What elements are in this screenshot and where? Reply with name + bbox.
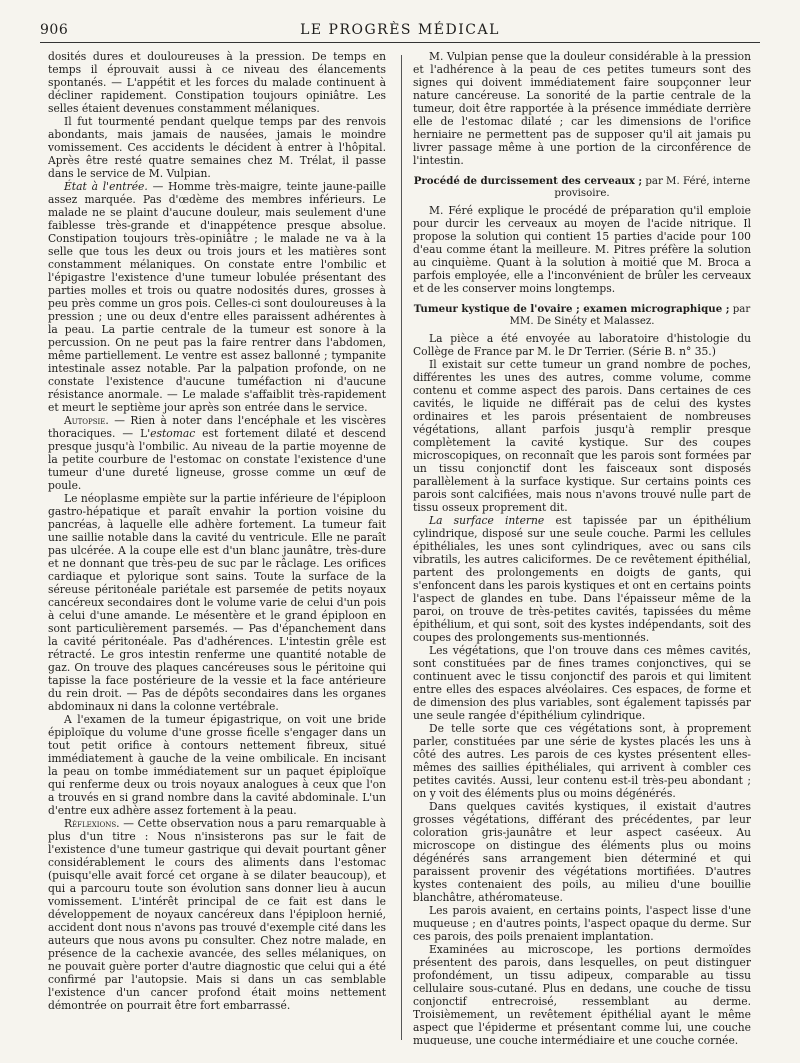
section-byline: par MM. De Sinéty et Malassez. xyxy=(509,304,751,327)
section-heading xyxy=(413,175,751,200)
left-column xyxy=(48,50,386,1045)
reflexions-label: Réflexions. xyxy=(64,817,120,830)
paragraph: La pièce a été envoyée au laboratoire d'histologie du Collège de France par M. le Dr Terrier. (Série B. n° 35.) xyxy=(413,332,751,358)
paragraph: Le néoplasme empiète sur la partie inférieure de l'épiploon gastro-hépatique et paraît envahir la portion voisine du pancréas, à laquelle elle adhère fortement. La tumeur fait une saillie notable dans la cavité du ventricule. Elle ne paraît pas ulcérée. A la coupe elle est d'un blanc jaunâtre, très-dure et ne donnant que très-peu de suc par le râclage. Les orifices cardiaque et pylorique sont sains. Toute la surface de la séreuse péritonéale pariétale est parsemée de petits noyaux cancéreux secondaires dont le volume varie de celui d'un pois à celui d'une amande. Le mésentère et le grand épiploon en sont particulièrement parsemés. — Pas d'épanchement dans la cavité péritonéale. Pas d'adhérences. L'intestin grêle est rétracté. Le gros intestin renferme une quantité notable de gaz. On trouve des plaques cancéreuses sous le péritoine qui tapisse la face postérieure de la vessie et la face antérieure du rein droit. — Pas de dépôts secondaires dans les organes abdominaux ni dans la colonne vertébrale. xyxy=(48,492,386,713)
paragraph: Les parois avaient, en certains points, l'aspect lisse d'une muqueuse ; en d'autres points, l'aspect opaque du derme. Sur ces parois, des poils prenaient implantation. xyxy=(413,904,751,943)
paragraph-text: — Homme très-maigre, teinte jaune-paille assez marquée. Pas d'œdème des membres inférieurs. Le malade ne se plaint d'aucune douleur, mais seulement d'une faiblesse très-grande et d'inappétence presque absolue. Constipation toujours très-opiniâtre ; le malade ne va à la selle que tous les deux ou trois jours et les matières sont constamment mélaniques. On constate entre l'ombilic et l'épigastre l'existence d'une tumeur lobulée présentant des parties molles et trois ou quatre nodosités dures, grosses à peu près comme un gros pois. Celles-ci sont douloureuses à la pression ; une ou deux d'entre elles paraissent adhérentes à la peau. La partie centrale de la tumeur est sonore à la percussion. On ne peut pas la faire rentrer dans l'abdomen, même partiellement. Le ventre est assez ballonné ; tympanite intestinale assez notable. Par la palpation profonde, on ne constate l'existence d'aucune tuméfaction ni d'aucune résistance anormale. — Le malade s'affaiblit très-rapidement et meurt le septième jour après son entrée dans le service. xyxy=(48,180,386,414)
autopsie-label: Autopsie. xyxy=(64,414,109,427)
page-header xyxy=(40,20,760,43)
paragraph: Il existait sur cette tumeur un grand nombre de poches, différentes les unes des autres, comme volume, comme contenu et comme aspect des parois. Dans certaines de ces cavités, le liquide ne différait pas de celui des kystes ordinaires et les parois présentaient de nombreuses végétations, allant parfois jusqu'à remplir presque complètement la cavité kystique. Sur des coupes microscopiques, on reconnaît que les parois sont formées par un tissu conjonctif dont les faisceaux sont disposés parallèlement à la surface kystique. Sur certains points ces parois sont calcifiées, mais nous n'avons trouvé nulle part de tissu osseux proprement dit. xyxy=(413,358,751,514)
paragraph: dosités dures et douloureuses à la pression. De temps en temps il éprouvait aussi à ce niveau des élancements spontanés. — L'appétit et les forces du malade continuent à décliner rapidement. Constipation toujours opiniâtre. Les selles étaient devenues constamment mélaniques. xyxy=(48,50,386,115)
paragraph: Les végétations, que l'on trouve dans ces mêmes cavités, sont constituées par de fines trames conjonctives, qui se continuent avec le tissu conjonctif des parois et qui limitent entre elles des espaces alvéolaires. Ces espaces, de forme et de dimension des plus variables, sont également tapissés par une seule rangée d'épithélium cylindrique. xyxy=(413,644,751,722)
right-column xyxy=(413,50,751,1045)
column-divider xyxy=(401,55,402,1040)
paragraph xyxy=(48,180,386,414)
etat-label: État à l'entrée. xyxy=(64,180,148,193)
estomac-word: estomac xyxy=(150,427,196,440)
paragraph: A l'examen de la tumeur épigastrique, on voit une bride épiploïque du volume d'une grosse ficelle s'engager dans un tout petit orifice à contours nettement fibreux, situé immédiatement à gauche de la veine ombilicale. En incisant la peau on tombe immédiatement sur un paquet épiploïque qui renferme deux ou trois noyaux analogues à ceux que l'on a trouvés en si grand nombre dans la cavité abdominale. L'un d'entre eux adhère assez fortement à la peau. xyxy=(48,713,386,817)
paragraph: De telle sorte que ces végétations sont, à proprement parler, constituées par une série de kystes placés les uns à côté des autres. Les parois de ces kystes présentent elles-mêmes des saillies épithéliales, qui arrivent à combler ces petites cavités. Aussi, leur contenu est-il très-peu abondant ; on y voit des éléments plus ou moins dégénérés. xyxy=(413,722,751,800)
paragraph: Il fut tourmenté pendant quelque temps par des renvois abondants, mais jamais de nausées, jamais le moindre vomissement. Ces accidents le décident à entrer à l'hôpital. Après être resté quatre semaines chez M. Trélat, il passe dans le service de M. Vulpian. xyxy=(48,115,386,180)
paragraph: Examinées au microscope, les portions dermoïdes présentent des parois, dans lesquelles, on peut distinguer profondément, un tissu adipeux, comparable au tissu cellulaire sous-cutané. Plus en dedans, une couche de tissu conjonctif entrecroisé, ressemblant au derme. Troisièmement, un revêtement épithélial ayant le même aspect que l'épiderme et présentant comme lui, une couche muqueuse, une couche intermédiaire et une couche cornée. xyxy=(413,943,751,1045)
paragraph-text: — Cette observation nous a paru remarquable à plus d'un titre : Nous n'insisterons pas sur le fait de l'existence d'une tumeur gastrique qui devait pourtant gêner considérablement le cours des aliments dans l'estomac (puisqu'elle avait forcé cet organe à se dilater beaucoup), et qui a parcouru toute son évolution sans donner lieu à aucun vomissement. L'intérêt principal de ce fait est dans le développement de noyaux cancéreux dans l'épiploon hernié, accident dont nous n'avons pas trouvé d'exemple cité dans les auteurs que nous avons pu consulter. Chez notre malade, en présence de la cachexie avancée, des selles mélaniques, on ne pouvait guère porter d'autre diagnostic que celui qui a été confirmé par l'autopsie. Mais si dans un cas semblable l'existence d'un cancer profond était moins nettement démontrée on pourrait être fort embarrassé. xyxy=(48,817,386,1012)
section-title: Tumeur kystique de l'ovaire ; examen micrographique ; xyxy=(413,303,730,315)
section-heading xyxy=(413,303,751,328)
paragraph: Dans quelques cavités kystiques, il existait d'autres grosses végétations, différant des précédentes, par leur coloration gris-jaunâtre et leur aspect caséeux. Au microscope on distingue des éléments plus ou moins dégénérés sans arrangement bien déterminé et qui paraissent provenir des végétations mortifiées. D'autres kystes contenaient des poils, au milieu d'une bouillie blanchâtre, athéromateuse. xyxy=(413,800,751,904)
paragraph-text: — Rien à noter dans l'encéphale et les viscères thoraciques. — L' xyxy=(48,414,386,440)
paragraph-text: est fortement dilaté et descend presque jusqu'à l'ombilic. Au niveau de la partie moyenne de la petite courbure de l'estomac on constate l'existence d'une tumeur d'une dureté ligneuse, grosse comme un œuf de poule. xyxy=(48,427,386,492)
surface-label: La surface interne xyxy=(429,514,545,527)
paragraph xyxy=(413,514,751,644)
paragraph: M. Vulpian pense que la douleur considérable à la pression et l'adhérence à la peau de ces petites tumeurs sont des signes qui doivent immédiatement faire soupçonner leur nature cancéreuse. La sonorité de la partie centrale de la tumeur, doit être rapportée à la présence immédiate derrière elle de l'estomac dilaté ; car les dimensions de l'orifice herniaire ne permettent pas de supposer qu'il ait jamais pu livrer passage même à une portion de la circonférence de l'intestin. xyxy=(413,50,751,167)
paragraph xyxy=(48,817,386,1012)
paragraph: M. Féré explique le procédé de préparation qu'il emploie pour durcir les cerveaux au moyen de l'acide nitrique. Il propose la solution qui contient 15 parties d'acide pour 100 d'eau comme étant la meilleure. M. Pitres préfère la solution au cinquième. Quant à la solution à moitié que M. Broca a parfois employée, elle a l'inconvénient de brûler les cerveaux et de les conserver moins longtemps. xyxy=(413,204,751,295)
journal-title: LE PROGRÈS MÉDICAL xyxy=(300,22,500,38)
section-title: Procédé de durcissement des cerveaux ; xyxy=(413,175,643,187)
section-byline: par M. Féré, interne provisoire. xyxy=(554,176,751,199)
page-number: 906 xyxy=(40,22,69,38)
paragraph xyxy=(48,414,386,492)
paragraph-text: est tapissée par un épithélium cylindrique, disposé sur une seule couche. Parmi les cellules épithéliales, les unes sont cylindriques, avec ou sans cils vibratils, les autres caliciformes. De ce revêtement épithélial, partent des prolongements en doigts de gants, qui s'enfoncent dans les parois kystiques et ont en certains points l'aspect de glandes en tube. Dans l'épaisseur même de la paroi, on trouve de très-petites cavités, tapissées du même épithélium, et qui sont, soit des kystes indépendants, soit des coupes des prolongements sus-mentionnés. xyxy=(413,514,751,644)
